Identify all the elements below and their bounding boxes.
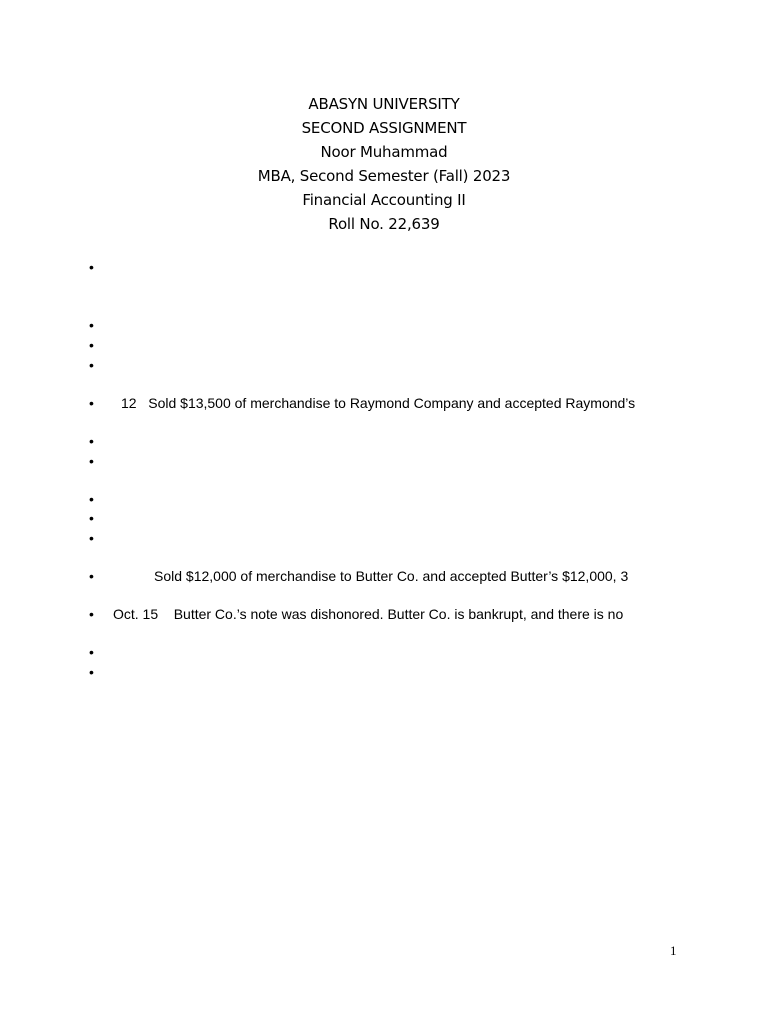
bullet-marker: • <box>89 530 94 546</box>
program-info: MBA, Second Semester (Fall) 2023 <box>257 167 511 185</box>
list-item-text: Sold $12,000 of merchandise to Butter Co. and accepted Butter’s $12,000, 3 <box>154 568 629 584</box>
title-block <box>0 92 768 236</box>
bullet-marker: • <box>89 568 94 584</box>
bullet-marker: • <box>89 606 94 622</box>
bullet-marker: • <box>89 644 94 660</box>
bullet-marker: • <box>89 357 94 373</box>
course-name: Financial Accounting II <box>302 191 466 209</box>
page-number: 1 <box>670 943 677 958</box>
bullet-marker: • <box>89 453 94 469</box>
bullet-marker: • <box>89 259 94 275</box>
list-item-text: Oct. 15 Butter Co.’s note was dishonored. Butter Co. is bankrupt, and there is no <box>113 606 624 622</box>
student-name: Noor Muhammad <box>320 143 448 161</box>
bullet-marker: • <box>89 337 94 353</box>
bullet-marker: • <box>89 317 94 333</box>
bullet-marker: • <box>89 395 94 411</box>
roll-number: Roll No. 22,639 <box>328 215 440 233</box>
bullet-marker: • <box>89 664 94 680</box>
bullet-marker: • <box>89 433 94 449</box>
assignment-title: SECOND ASSIGNMENT <box>301 119 467 137</box>
list-item-text: 12 Sold $13,500 of merchandise to Raymond Company and accepted Raymond’s <box>121 395 636 411</box>
bullet-marker: • <box>89 491 94 507</box>
university-name: ABASYN UNIVERSITY <box>308 95 460 113</box>
bullet-marker: • <box>89 510 94 526</box>
